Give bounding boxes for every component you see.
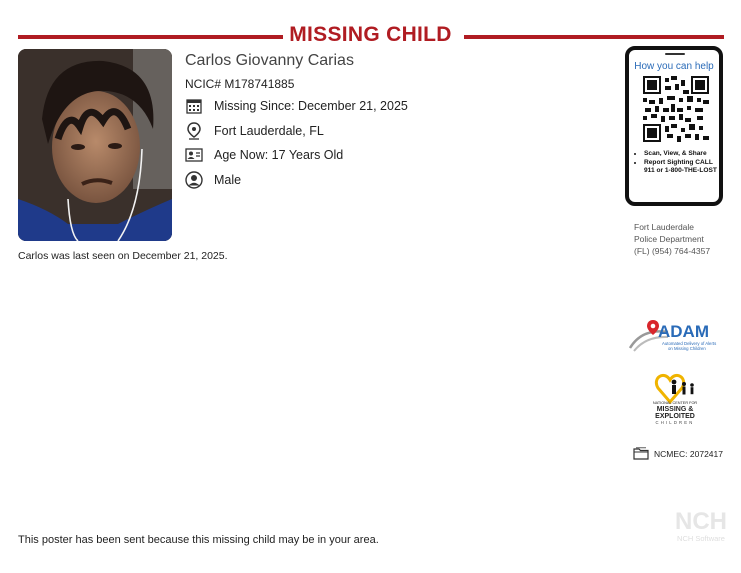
- ncmec-logo: [644, 368, 706, 428]
- svg-text:MISSING &: MISSING &: [656, 406, 694, 413]
- adam-logo: [628, 318, 720, 356]
- how-to-help-card: [625, 46, 723, 206]
- agency-contact: [634, 221, 710, 257]
- id-card-icon: [185, 146, 203, 164]
- help-instruction-report: • Report Sighting CALL 911 or 1-800-THE-LOST: [644, 159, 719, 176]
- child-name: Carlos Giovanny Carias: [185, 52, 354, 69]
- help-instruction-share: • Scan, View, & Share: [644, 150, 719, 159]
- missing-since: Missing Since: December 21, 2025: [214, 99, 408, 113]
- sex: Male: [214, 173, 242, 187]
- svg-text:ADAM: ADAM: [658, 322, 709, 341]
- phone-notch: [665, 53, 685, 55]
- missing-since-row: [185, 96, 408, 116]
- svg-text:Automated Delivery of Alerts: Automated Delivery of Alerts: [662, 341, 717, 346]
- svg-text:NATIONAL CENTER FOR: NATIONAL CENTER FOR: [652, 401, 698, 405]
- ncmec-case-row: [633, 447, 723, 460]
- location-row: [185, 121, 324, 141]
- svg-text:on Missing Children: on Missing Children: [668, 346, 706, 351]
- svg-text:NCH: NCH: [675, 508, 727, 535]
- agency-phone: (FL) (954) 764-4357: [634, 246, 711, 256]
- location: Fort Lauderdale, FL: [214, 124, 324, 138]
- age-row: [185, 145, 343, 165]
- svg-text:NCH Software: NCH Software: [677, 534, 725, 543]
- ncic-number: NCIC# M178741885: [185, 77, 295, 91]
- last-seen-text: Carlos was last seen on December 21, 2025.: [18, 250, 228, 262]
- poster-title: MISSING CHILD: [0, 23, 741, 47]
- nch-software-logo: [672, 505, 730, 543]
- folder-icon: [633, 447, 649, 460]
- person-icon: [185, 171, 203, 189]
- agency-city: Fort Lauderdale: [634, 222, 695, 232]
- child-photo: [18, 49, 172, 241]
- svg-text:EXPLOITED: EXPLOITED: [655, 413, 695, 420]
- svg-text:CHILDREN: CHILDREN: [655, 420, 695, 425]
- footer-note: This poster has been sent because this missing child may be in your area.: [18, 534, 379, 546]
- agency-department: Police Department: [634, 234, 704, 244]
- how-you-can-help-title: How you can help: [634, 61, 714, 72]
- age-now: Age Now: 17 Years Old: [214, 148, 344, 162]
- help-instructions: [632, 150, 719, 176]
- sex-row: [185, 170, 241, 190]
- ncmec-case-number: NCMEC: 2072417: [654, 448, 723, 459]
- calendar-icon: [185, 97, 203, 115]
- qr-code[interactable]: [643, 76, 709, 142]
- location-pin-icon: [185, 122, 203, 140]
